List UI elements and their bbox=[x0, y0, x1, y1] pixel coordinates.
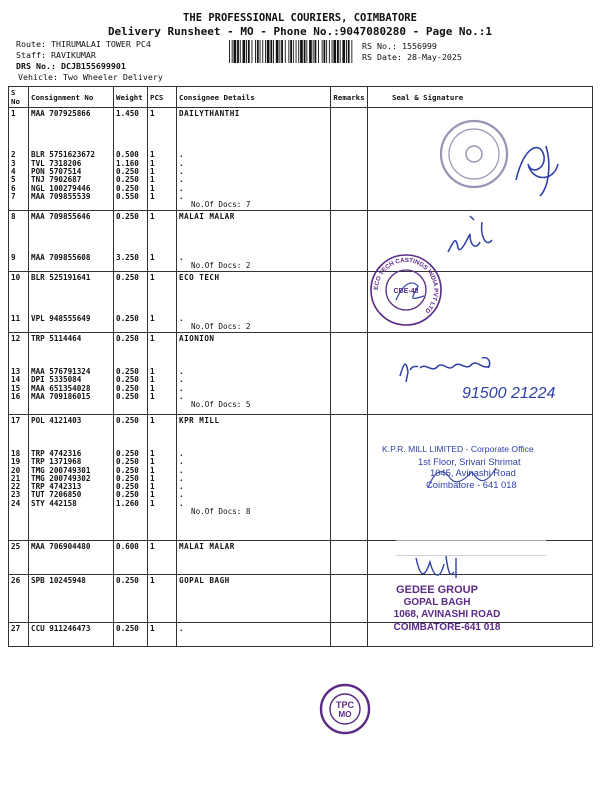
row-wt: 1.160 bbox=[116, 159, 139, 168]
barcode-bar bbox=[348, 40, 350, 63]
row-pcs: 1 bbox=[150, 273, 155, 282]
row-sno: 16 bbox=[11, 392, 21, 401]
row-sno: 2 bbox=[11, 151, 16, 160]
weight-cell bbox=[114, 540, 148, 574]
barcode-bar bbox=[276, 40, 279, 63]
barcode-bar bbox=[332, 40, 333, 63]
row-sno: 10 bbox=[11, 273, 21, 282]
barcode-bar bbox=[318, 40, 319, 63]
eco-tech-round-stamp bbox=[368, 252, 444, 328]
company-title: THE PROFESSIONAL COURIERS, COIMBATORE bbox=[183, 12, 417, 24]
row-pcs: 1 bbox=[150, 466, 155, 475]
row-wt: 0.250 bbox=[116, 334, 139, 343]
weight-cell bbox=[114, 574, 148, 622]
row-sno: 21 bbox=[11, 474, 21, 483]
barcode-bar bbox=[290, 40, 292, 63]
pcs-cell bbox=[148, 271, 177, 332]
sno-cell bbox=[9, 332, 29, 414]
consignment-cell bbox=[29, 574, 114, 622]
row-wt: 1.260 bbox=[116, 499, 139, 508]
barcode-bar bbox=[285, 40, 286, 63]
pcs-cell bbox=[148, 332, 177, 414]
consignment-cell bbox=[29, 108, 114, 211]
row-sno: 18 bbox=[11, 449, 21, 458]
pcs-cell bbox=[148, 210, 177, 271]
row-wt: 0.250 bbox=[116, 624, 139, 633]
row-pcs: 1 bbox=[150, 542, 155, 551]
row-wt: 0.250 bbox=[116, 376, 139, 385]
dailythanthi-seal-stamp bbox=[436, 116, 586, 204]
row-cn: TUT 7206850 bbox=[31, 491, 82, 500]
no-of-docs: No.Of Docs: 2 bbox=[191, 262, 251, 271]
gedee-line3: 1068, AVINASHI ROAD bbox=[393, 609, 501, 620]
barcode-bar bbox=[252, 40, 253, 63]
consignee-dot: . bbox=[179, 466, 184, 475]
tpc-seal-top: TPC bbox=[336, 700, 354, 710]
row-cn: TRP 1371968 bbox=[31, 458, 82, 467]
col-remarks: Remarks bbox=[331, 87, 368, 108]
consignee-cell bbox=[177, 271, 331, 332]
consignee-dot: . bbox=[179, 458, 184, 467]
row-wt: 0.250 bbox=[116, 576, 139, 585]
row-sno: 13 bbox=[11, 367, 21, 376]
row-pcs: 1 bbox=[150, 151, 155, 160]
pcs-cell bbox=[148, 540, 177, 574]
gedee-line1: GEDEE GROUP bbox=[396, 584, 478, 596]
col-consignee: Consignee Details bbox=[177, 87, 331, 108]
consignee-dot: . bbox=[179, 474, 184, 483]
row-pcs: 1 bbox=[150, 168, 155, 177]
consignee-dot: . bbox=[179, 315, 184, 324]
aionion-signature bbox=[396, 354, 586, 410]
consignee-dot: . bbox=[179, 384, 184, 393]
row-pcs: 1 bbox=[150, 483, 155, 492]
remarks-cell bbox=[331, 540, 368, 574]
row-pcs: 1 bbox=[150, 624, 155, 633]
row-cn: MAA 651354028 bbox=[31, 384, 91, 393]
barcode-bar bbox=[255, 40, 256, 63]
barcode-bar bbox=[333, 40, 336, 63]
tpc-seal-bottom: MO bbox=[338, 710, 352, 719]
barcode-bar bbox=[270, 40, 272, 63]
barcode-bar bbox=[329, 40, 330, 63]
row-sno: 5 bbox=[11, 176, 16, 185]
no-of-docs: No.Of Docs: 5 bbox=[191, 401, 251, 410]
barcode-bar bbox=[298, 40, 299, 63]
weight-cell bbox=[114, 210, 148, 271]
malai-malar-signature bbox=[440, 212, 520, 262]
pcs-cell bbox=[148, 574, 177, 622]
row-cn: MAA 709855646 bbox=[31, 212, 91, 221]
table-header-row bbox=[9, 87, 593, 108]
route-label: Route: THIRUMALAI TOWER PC4 bbox=[16, 39, 151, 49]
consignee-name: AIONION bbox=[179, 334, 215, 343]
eco-tech-center-text: CBE-48 bbox=[393, 288, 419, 295]
row-pcs: 1 bbox=[150, 192, 155, 201]
kpr-stamp-line3: 1045, Avinashi Road bbox=[430, 467, 516, 479]
consignee-dot: . bbox=[179, 449, 184, 458]
col-sno: S No bbox=[9, 87, 29, 108]
sno-cell bbox=[9, 414, 29, 540]
consignee-cell bbox=[177, 540, 331, 574]
consignee-dot: . bbox=[179, 151, 184, 160]
row-wt: 3.250 bbox=[116, 254, 139, 263]
consignee-cell bbox=[177, 574, 331, 622]
no-of-docs: No.Of Docs: 2 bbox=[191, 323, 251, 332]
barcode-bar bbox=[265, 40, 266, 63]
row-pcs: 1 bbox=[150, 315, 155, 324]
row-cn: DPI 5335084 bbox=[31, 376, 82, 385]
row-pcs: 1 bbox=[150, 458, 155, 467]
barcode-bar bbox=[267, 40, 270, 63]
consignee-cell bbox=[177, 210, 331, 271]
barcode-bar bbox=[313, 40, 314, 63]
row-wt: 0.250 bbox=[116, 367, 139, 376]
consignee-dot: . bbox=[179, 624, 185, 633]
barcode-bar bbox=[262, 40, 263, 63]
row-pcs: 1 bbox=[150, 367, 155, 376]
row-wt: 0.250 bbox=[116, 483, 139, 492]
row-pcs: 1 bbox=[150, 176, 155, 185]
row-wt: 0.250 bbox=[116, 273, 139, 282]
row-cn: MAA 706904480 bbox=[31, 542, 91, 551]
row-sno: 27 bbox=[11, 624, 21, 633]
row-pcs: 1 bbox=[150, 474, 155, 483]
row-cn: MAA 707925866 bbox=[31, 110, 91, 118]
row-sno: 20 bbox=[11, 466, 21, 475]
row-wt: 0.250 bbox=[116, 176, 139, 185]
row-pcs: 1 bbox=[150, 392, 155, 401]
consignee-name: ECO TECH bbox=[179, 273, 220, 282]
aionion-phone-note: 91500 21224 bbox=[462, 385, 556, 402]
consignee-dot: . bbox=[179, 254, 184, 263]
consignee-name: DAILYTHANTHI bbox=[179, 110, 240, 118]
row-sno: 1 bbox=[11, 110, 16, 118]
gedee-group-stamp bbox=[372, 584, 522, 634]
row-pcs: 1 bbox=[150, 416, 155, 425]
row-pcs: 1 bbox=[150, 491, 155, 500]
col-consignment: Consignment No bbox=[29, 87, 114, 108]
barcode-bar bbox=[306, 40, 307, 63]
no-of-docs: No.Of Docs: 8 bbox=[191, 507, 251, 516]
row-sno: 25 bbox=[11, 542, 21, 551]
consignment-cell bbox=[29, 210, 114, 271]
kpr-stamp-line4: Coimbatore - 641 018 bbox=[426, 478, 517, 490]
sno-cell bbox=[9, 210, 29, 271]
consignee-dot: . bbox=[179, 184, 184, 193]
weight-cell bbox=[114, 622, 148, 646]
consignment-cell bbox=[29, 622, 114, 646]
row-cn: NGL 100279446 bbox=[31, 184, 91, 193]
consignee-name: MALAI MALAR bbox=[179, 212, 235, 221]
barcode-bar bbox=[304, 40, 306, 63]
barcode-bar bbox=[281, 40, 283, 63]
sno-cell bbox=[9, 108, 29, 211]
barcode-bar bbox=[337, 40, 339, 63]
pcs-cell bbox=[148, 622, 177, 646]
barcode-bar bbox=[232, 40, 233, 63]
barcode-bar bbox=[288, 40, 289, 63]
row-cn: TMG 200749302 bbox=[31, 474, 91, 483]
consignee-dot: . bbox=[179, 491, 184, 500]
row-sno: 7 bbox=[11, 192, 16, 201]
row-cn: TRP 4742316 bbox=[31, 449, 82, 458]
remarks-cell bbox=[331, 210, 368, 271]
remarks-cell bbox=[331, 332, 368, 414]
weight-cell bbox=[114, 108, 148, 211]
row-wt: 0.250 bbox=[116, 212, 139, 221]
row-pcs: 1 bbox=[150, 334, 155, 343]
consignment-cell bbox=[29, 271, 114, 332]
row-sno: 9 bbox=[11, 254, 16, 263]
row-wt: 0.250 bbox=[116, 458, 139, 467]
barcode-bar bbox=[246, 40, 247, 63]
barcode-bar bbox=[229, 40, 230, 63]
consignee-cell bbox=[177, 332, 331, 414]
barcode-bar bbox=[279, 40, 280, 63]
row-pcs: 1 bbox=[150, 576, 155, 585]
row-pcs: 1 bbox=[150, 159, 155, 168]
row-sno: 22 bbox=[11, 483, 21, 492]
row-cn: TRP 4742313 bbox=[31, 483, 82, 492]
row-sno: 19 bbox=[11, 458, 21, 467]
row-sno: 14 bbox=[11, 376, 21, 385]
tpc-mo-round-seal bbox=[318, 682, 372, 736]
consignee-name: MALAI MALAR bbox=[179, 542, 235, 551]
row-cn: CCU 911246473 bbox=[31, 624, 91, 633]
drs-number: DRS No.: DCJB155699901 bbox=[16, 61, 126, 71]
consignment-cell bbox=[29, 540, 114, 574]
row-sno: 17 bbox=[11, 416, 21, 425]
col-pcs: PCS bbox=[148, 87, 177, 108]
row-cn: MAA 709855539 bbox=[31, 192, 91, 201]
row-sno: 8 bbox=[11, 212, 16, 221]
vehicle-label: Vehicle: Two Wheeler Delivery bbox=[18, 72, 163, 82]
row-sno: 11 bbox=[11, 315, 21, 324]
row-sno: 3 bbox=[11, 159, 16, 168]
row-cn: TVL 7318206 bbox=[31, 159, 82, 168]
row-pcs: 1 bbox=[150, 499, 155, 508]
row-wt: 0.250 bbox=[116, 474, 139, 483]
no-of-docs: No.Of Docs: 7 bbox=[191, 201, 251, 210]
consignee-dot: . bbox=[179, 367, 184, 376]
weight-cell bbox=[114, 271, 148, 332]
consignee-dot: . bbox=[179, 483, 184, 492]
sno-cell bbox=[9, 622, 29, 646]
barcode-bar bbox=[322, 40, 323, 63]
row-wt: 0.500 bbox=[116, 151, 139, 160]
row-sno: 26 bbox=[11, 576, 21, 585]
row-cn: SPB 10245948 bbox=[31, 576, 86, 585]
rs-number: RS No.: 1556999 bbox=[362, 41, 437, 51]
row-sno: 15 bbox=[11, 384, 21, 393]
row-wt: 0.250 bbox=[116, 315, 139, 324]
row-cn: BLR 525191641 bbox=[31, 273, 91, 282]
remarks-cell bbox=[331, 622, 368, 646]
row-cn: VPL 948555649 bbox=[31, 315, 91, 324]
barcode-bar bbox=[240, 40, 241, 63]
kpr-stamp-line1: K.P.R. MILL LIMITED - Corporate Office bbox=[382, 444, 534, 454]
gopal-bagh-signature bbox=[410, 552, 490, 586]
sno-cell bbox=[9, 540, 29, 574]
consignee-dot: . bbox=[179, 159, 184, 168]
weight-cell bbox=[114, 414, 148, 540]
barcode-bar bbox=[260, 40, 261, 63]
row-wt: 0.250 bbox=[116, 168, 139, 177]
row-pcs: 1 bbox=[150, 384, 155, 393]
consignee-dot: . bbox=[179, 376, 184, 385]
row-cn: STY 442158 bbox=[31, 499, 77, 508]
remarks-cell bbox=[331, 414, 368, 540]
kpr-stamp-line2: 1st Floor, Srivari Shrimat bbox=[418, 455, 521, 467]
row-wt: 0.250 bbox=[116, 392, 139, 401]
row-wt: 0.250 bbox=[116, 184, 139, 193]
row-cn: BLR 5751623672 bbox=[31, 151, 96, 160]
barcode-bar bbox=[257, 40, 259, 63]
consignee-cell bbox=[177, 108, 331, 211]
consignee-dot: . bbox=[179, 176, 184, 185]
staff-label: Staff: RAVIKUMAR bbox=[16, 50, 96, 60]
barcode-bar bbox=[273, 40, 274, 63]
row-pcs: 1 bbox=[150, 212, 155, 221]
barcode-bar bbox=[237, 40, 239, 63]
weight-cell bbox=[114, 332, 148, 414]
row-cn: PON 5707514 bbox=[31, 168, 82, 177]
row-wt: 0.600 bbox=[116, 542, 139, 551]
barcode-bar bbox=[296, 40, 297, 63]
consignee-dot: . bbox=[179, 168, 184, 177]
row-pcs: 1 bbox=[150, 254, 155, 263]
remarks-cell bbox=[331, 108, 368, 211]
row-cn: TMG 200749301 bbox=[31, 466, 91, 475]
consignee-cell bbox=[177, 622, 331, 646]
consignment-cell bbox=[29, 414, 114, 540]
row-wt: 0.250 bbox=[116, 449, 139, 458]
row-pcs: 1 bbox=[150, 449, 155, 458]
row-wt: 0.250 bbox=[116, 491, 139, 500]
row-cn: TNJ 7902687 bbox=[31, 176, 82, 185]
row-cn: POL 4121403 bbox=[31, 416, 82, 425]
barcode-bar bbox=[324, 40, 326, 63]
row-sno: 24 bbox=[11, 499, 21, 508]
barcode-bar bbox=[309, 40, 312, 63]
sno-cell bbox=[9, 574, 29, 622]
row-wt: 0.250 bbox=[116, 416, 139, 425]
row-pcs: 1 bbox=[150, 110, 155, 118]
barcode-bar bbox=[234, 40, 237, 63]
barcode-bar bbox=[293, 40, 294, 63]
row-cn: MAA 709855608 bbox=[31, 254, 91, 263]
runsheet-title: Delivery Runsheet - MO - Phone No.:9047080280 - Page No.:1 bbox=[107, 25, 493, 38]
rs-date: RS Date: 28-May-2025 bbox=[362, 52, 462, 62]
row-wt: 0.250 bbox=[116, 384, 139, 393]
gedee-line4: COIMBATORE-641 018 bbox=[393, 621, 501, 633]
consignee-name: GOPAL BAGH bbox=[179, 576, 230, 585]
sno-cell bbox=[9, 271, 29, 332]
consignee-group-row bbox=[9, 271, 593, 332]
barcode-bar bbox=[326, 40, 327, 63]
barcode-bar bbox=[315, 40, 317, 63]
kpr-signature bbox=[420, 458, 510, 498]
row-sno: 4 bbox=[11, 168, 16, 177]
gedee-line2: GOPAL BAGH bbox=[403, 596, 471, 608]
barcode-bar bbox=[248, 40, 250, 63]
row-sno: 12 bbox=[11, 334, 21, 343]
row-wt: 1.450 bbox=[116, 110, 139, 118]
row-cn: MAA 576791324 bbox=[31, 367, 91, 376]
eco-tech-ring-text: ECO TECH CASTINGS INDIA PVT LTD bbox=[372, 256, 440, 315]
consignee-dot: . bbox=[179, 499, 184, 508]
barcode-bar bbox=[300, 40, 303, 63]
row-cn: MAA 709186015 bbox=[31, 392, 91, 401]
row-pcs: 1 bbox=[150, 184, 155, 193]
remarks-cell bbox=[331, 574, 368, 622]
col-weight: Weight bbox=[114, 87, 148, 108]
barcode-bar bbox=[342, 40, 345, 63]
barcode-image bbox=[229, 40, 353, 63]
pcs-cell bbox=[148, 414, 177, 540]
consignee-dot: . bbox=[179, 392, 184, 401]
consignment-cell bbox=[29, 332, 114, 414]
barcode-bar bbox=[351, 40, 352, 63]
col-seal: Seal & Signature bbox=[368, 87, 593, 108]
consignee-dot: . bbox=[179, 192, 184, 201]
barcode-bar bbox=[243, 40, 246, 63]
consignee-cell bbox=[177, 414, 331, 540]
row-pcs: 1 bbox=[150, 376, 155, 385]
remarks-cell bbox=[331, 271, 368, 332]
pcs-cell bbox=[148, 108, 177, 211]
barcode-bar bbox=[340, 40, 341, 63]
row-sno: 23 bbox=[11, 491, 21, 500]
row-wt: 0.550 bbox=[116, 192, 139, 201]
row-sno: 6 bbox=[11, 184, 16, 193]
barcode-bar bbox=[346, 40, 347, 63]
row-wt: 0.250 bbox=[116, 466, 139, 475]
row-cn: TRP 5114464 bbox=[31, 334, 82, 343]
consignee-name: KPR MILL bbox=[179, 416, 220, 425]
